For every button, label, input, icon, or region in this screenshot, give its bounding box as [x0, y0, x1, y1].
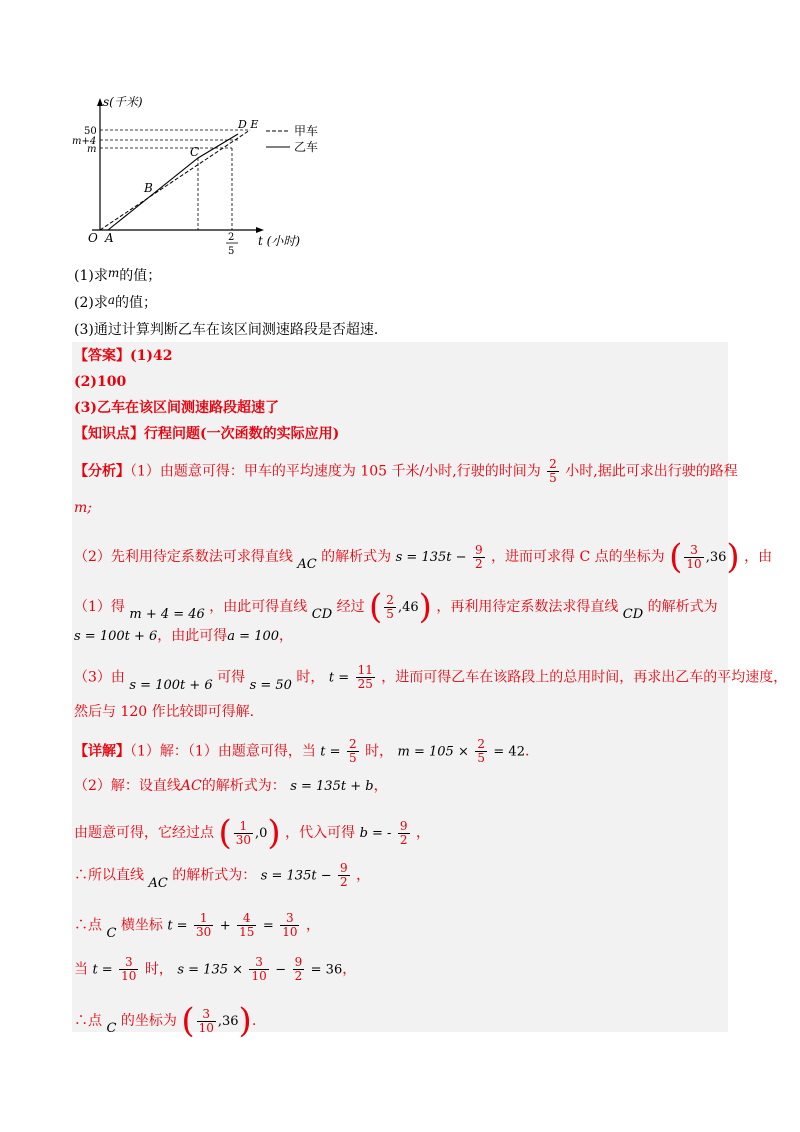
legend-jia-label: 甲车 [294, 124, 319, 138]
point-c-label: C [190, 145, 200, 159]
fraction-eleven-25ths: $\frac{11}{25}$ [357, 663, 373, 691]
analysis-line-6: 然后与 120 作比较即可得解. [74, 704, 255, 720]
detail-label: 【详解】 [74, 743, 130, 760]
analysis-label: 【分析】 [74, 463, 130, 480]
analysis-line-4: s = 100t + 6，由此可得a = 100， [74, 628, 294, 644]
answer-line-2: (2)100 [74, 374, 127, 390]
fraction-two-fifths: $\frac{2}{5}$ [549, 457, 557, 485]
x-axis-label: t (小时) [258, 234, 301, 248]
fraction-four-fifteenths: $\frac{4}{15}$ [239, 911, 255, 939]
distance-time-graph [70, 90, 340, 260]
point-b-label: B [144, 181, 153, 195]
origin-label: O [88, 231, 98, 245]
x-tick-numerator: 2 [228, 232, 235, 243]
answer-line-1: 【答案】(1)42 [74, 348, 173, 364]
legend-yi-label: 乙车 [294, 140, 319, 154]
y-axis-label: s(千米) [103, 95, 143, 109]
answer-label: 【答案】 [74, 348, 130, 364]
detail-line-2: （2）解：设直线AC的解析式为： s = 135t + b， [74, 778, 388, 794]
y-tick-50: 50 [84, 126, 97, 137]
detail-line-4: ∴所以直线 AC 的解析式为： s = 135t − $\frac{9}{2}$ ， [74, 861, 371, 891]
answer-line-3: (3)乙车在该区间测速路段超速了 [74, 400, 279, 416]
knowledge-line: 【知识点】行程问题(一次函数的实际应用) [74, 426, 340, 442]
analysis-line-1: 【分析】（1）由题意可得：甲车的平均速度为 105 千米/小时,行驶的时间为 $\frac{2}{5}$ 小时,据此可求出行驶的路程 [74, 457, 738, 485]
question-2: (2)求a的值； [74, 293, 157, 311]
knowledge-label: 【知识点】 [74, 426, 144, 442]
analysis-line-5: （3）由 s = 100t + 6 可得 s = 50 时， t = $\frac{11}{25}$ ，进而可得乙车在该路段上的总用时间，再求出乙车的平均速度， [74, 663, 788, 693]
detail-line-6: 当 t = $\frac{3}{10}$ 时， s = 135 × $\frac{3}{10}$ − $\frac{9}{2}$ = 36， [74, 955, 357, 983]
x-tick-denominator: 5 [228, 246, 235, 257]
line-jia [100, 130, 250, 230]
analysis-line-1b: m; [74, 500, 92, 516]
point-a-label: A [105, 231, 114, 245]
point-de-label: D E [238, 118, 259, 131]
question-1: (1)求m的值； [74, 266, 162, 284]
detail-line-5: ∴点 C 横坐标 t = $\frac{1}{30}$ + $\frac{4}{15}$ = $\frac{3}{10}$ ， [74, 911, 320, 941]
fraction-three-tenths: $\frac{3}{10}$ [686, 542, 702, 571]
detail-line-7: ∴点 C 的坐标为 ( $\frac{3}{10}$ ,36). [74, 1001, 257, 1041]
x-axis-arrow [256, 227, 264, 233]
question-3: (3)通过计算判断乙车在该区间测速路段是否超速． [74, 322, 388, 338]
detail-line-3: 由题意可得，它经过点 ( $\frac{1}{30}$ ,0) ，代入可得 b = - $\frac{9}{2}$ ， [74, 813, 430, 853]
fraction-one-thirtieth: $\frac{1}{30}$ [235, 818, 251, 847]
analysis-line-3: （1）得 m + 4 = 46 ，由此可得直线 CD 经过 ( $\frac{2}{5}$ ,46) ，再利用待定系数法求得直线 CD 的解析式为 [74, 587, 718, 627]
y-tick-m: m [87, 144, 97, 155]
y-tick-m-plus-4: m+4 [72, 136, 97, 147]
fraction-nine-halves: $\frac{9}{2}$ [474, 542, 483, 571]
analysis-line-2: （2）先利用待定系数法可求得直线 AC 的解析式为 s = 135t − $\frac{9}{2}$ ，进而可求得 C 点的坐标为 ( $\frac{3}{10}$ ,36) ，由 [74, 537, 773, 577]
detail-line-1: 【详解】（1）解：（1）由题意可得，当 t = $\frac{2}{5}$ 时， m = 105 × $\frac{2}{5}$ = 42. [74, 737, 530, 765]
